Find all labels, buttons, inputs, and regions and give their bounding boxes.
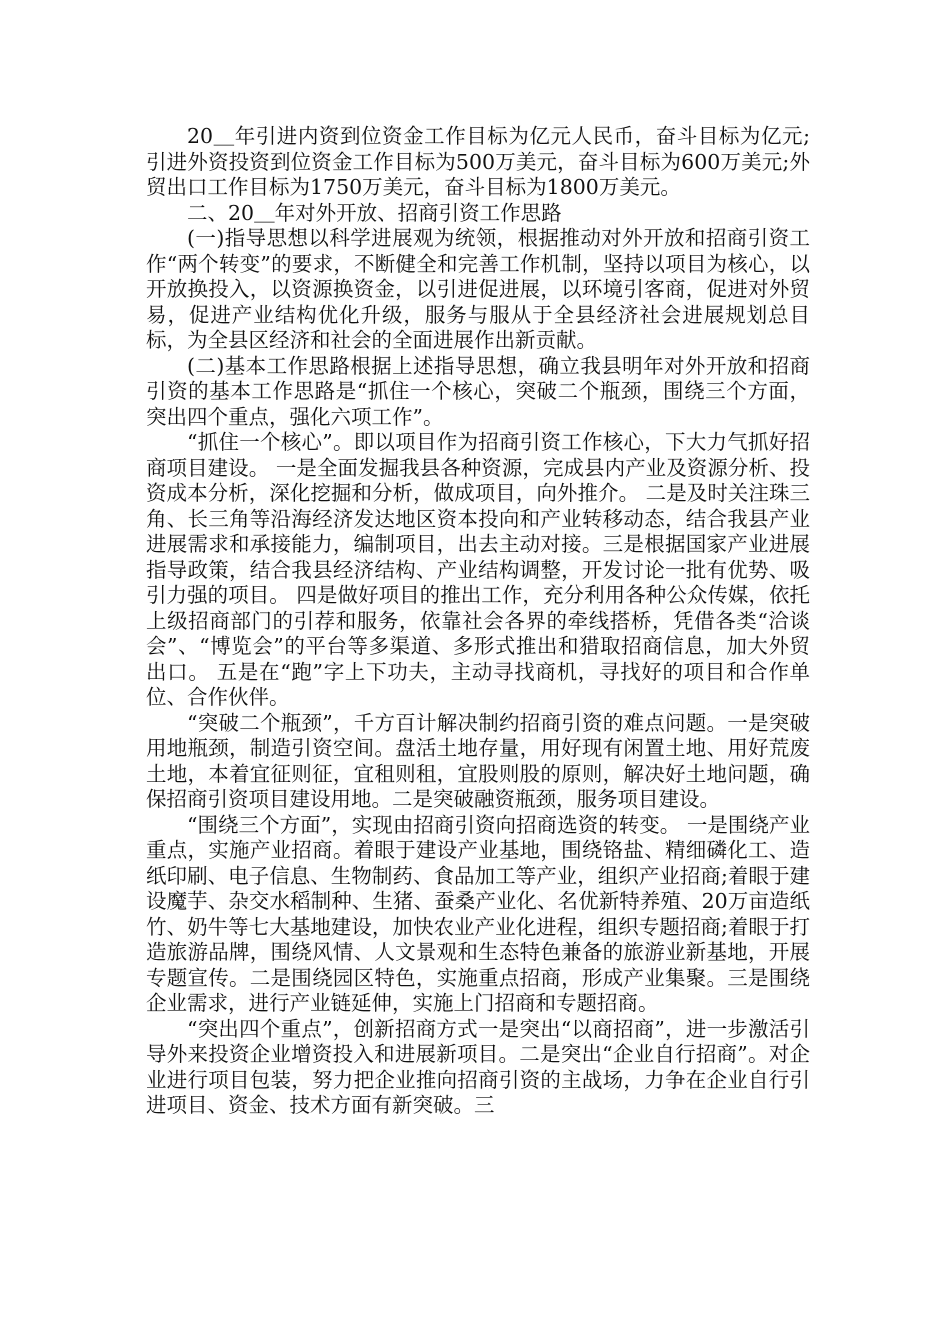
paragraph-three-aspects: “围绕三个方面”，实现由招商引资向招商选资的转变。 一是围绕产业重点，实施产业招商。着眼于建设产业基地，围绕铬盐、精细磷化工、造纸印刷、电子信息、生物制药、食品加工等产业，组织产业招商;着眼于建设魔芋、杂交水稻制种、生猪、蚕桑产业化、名优新特养殖、20万亩造纸竹、奶牛等七大基地建设，加快农业产业化进程，组织专题招商;着眼于打造旅游品牌，围绕风情、人文景观和生态特色兼备的旅游业新基地，开展专题宣传。二是围绕园区特色，实施重点招商，形成产业集聚。三是围绕企业需求，进行产业链延伸，实施上门招商和专题招商。 [146, 812, 810, 1015]
document-page [146, 124, 810, 1119]
paragraph-basic-approach: (二)基本工作思路根据上述指导思想，确立我县明年对外开放和招商引资的基本工作思路是“抓住一个核心，突破二个瓶颈，围绕三个方面，突出四个重点，强化六项工作”。 [146, 353, 810, 429]
paragraph-targets: 20＿年引进内资到位资金工作目标为亿元人民币，奋斗目标为亿元;引进外资投资到位资金工作目标为500万美元，奋斗目标为600万美元;外贸出口工作目标为1750万美元，奋斗目标为1800万美元。 [146, 124, 810, 199]
section-heading: 二、20＿年对外开放、招商引资工作思路 [187, 200, 562, 225]
paragraph-four-priorities: “突出四个重点”，创新招商方式一是突出“以商招商”，进一步激活引导外来投资企业增资投入和进展新项目。二是突出“企业自行招商”。对企业进行项目包装，努力把企业推向招商引资的主战场，力争在企业自行引进项目、资金、技术方面有新突破。三 [146, 1016, 810, 1117]
paragraph-two-bottlenecks: “突破二个瓶颈”，千方百计解决制约招商引资的难点问题。一是突破用地瓶颈，制造引资空间。盘活土地存量，用好现有闲置土地、用好荒废土地，本着宜征则征，宜租则租，宜股则股的原则，解决好土地问题，确保招商引资项目建设用地。二是突破融资瓶颈，服务项目建设。 [146, 710, 810, 811]
paragraph-one-core: “抓住一个核心”。即以项目作为招商引资工作核心，下大力气抓好招商项目建设。 一是全面发掘我县各种资源，完成县内产业及资源分析、投资成本分析，深化挖掘和分析，做成项目，向外推介。 二是及时关注珠三角、长三角等沿海经济发达地区资本投向和产业转移动态，结合我县产业进展需求和承接能力，编制项目，出去主动对接。三是根据国家产业进展指导政策，结合我县经济结构、产业结构调整，开发讨论一批有优势、吸引力强的项目。 四是做好项目的推出工作，充分利用各种公众传媒，依托上级招商部门的引荐和服务，依靠社会各界的牵线搭桥，凭借各类“洽谈会”、“博览会”的平台等多渠道、多形式推出和猎取招商信息，加大外贸出口。 五是在“跑”字上下功夫，主动寻找商机，寻找好的项目和合作单位、合作伙伴。 [146, 430, 810, 709]
paragraph-guiding-ideology: (一)指导思想以科学进展观为统领，根据推动对外开放和招商引资工作“两个转变”的要求，不断健全和完善工作机制，坚持以项目为核心，以开放换投入，以资源换资金，以引进促进展，以环境引客商，促进对外贸易，促进产业结构优化升级，服务与服从于全县经济社会进展规划总目标，为全县区经济和社会的全面进展作出新贡献。 [146, 226, 810, 352]
